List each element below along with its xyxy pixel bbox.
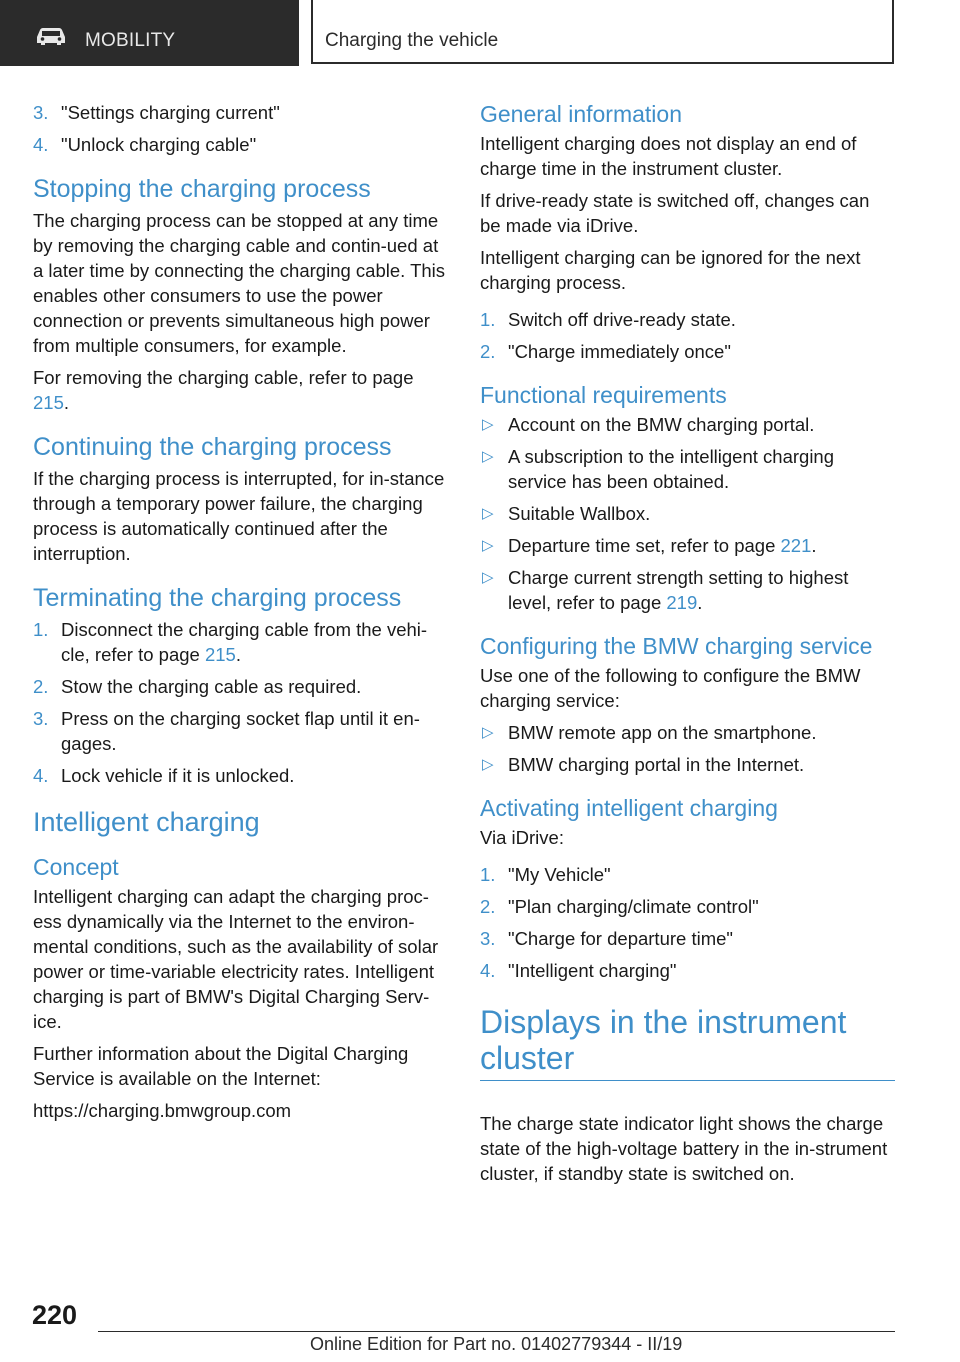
url-text: https://charging.bmwgroup.com <box>33 1100 292 1121</box>
chapter-title-box <box>311 0 894 64</box>
list-item: 2. Stow the charging cable as required. <box>33 676 362 697</box>
list-item: 4. Lock vehicle if it is unlocked. <box>33 765 295 786</box>
edition-note: Online Edition for Part no. 01402779344 - II/19 <box>310 1334 683 1354</box>
bullet-triangle-icon: ▷ <box>482 569 494 586</box>
paragraph: The charge state indicator light shows the charge state of the high-voltage battery in the in‐strument cluster, if standby state is switched on. <box>480 1113 888 1184</box>
bullet-triangle-icon: ▷ <box>482 505 494 522</box>
footer-divider <box>98 1331 895 1332</box>
heading-underline <box>480 1080 895 1081</box>
list-item: 1. Switch off drive-ready state. <box>480 309 736 330</box>
heading-concept: Concept <box>33 854 119 880</box>
item-text: "Settings charging current" <box>61 102 280 123</box>
paragraph: If drive-ready state is switched off, changes can be made via iDrive. <box>480 190 870 236</box>
list-item: 1. Disconnect the charging cable from the vehi‐cle, refer to page 215. <box>33 619 428 665</box>
page-link[interactable]: 215 <box>204 644 236 665</box>
bullet-triangle-icon: ▷ <box>482 537 494 554</box>
bullet-item: ▷ BMW remote app on the smartphone. <box>482 722 817 743</box>
left-column <box>33 100 448 1130</box>
bullet-item: ▷ Account on the BMW charging portal. <box>482 414 815 435</box>
page-link[interactable]: 215 <box>33 392 64 413</box>
bullet-triangle-icon: ▷ <box>482 724 494 741</box>
list-item <box>33 132 448 157</box>
list-item <box>33 100 448 125</box>
right-column <box>480 100 895 1193</box>
bullet-triangle-icon: ▷ <box>482 448 494 465</box>
list-item: 3. "Charge for departure time" <box>480 928 733 949</box>
heading-continuing: Continuing the charging process <box>33 433 392 461</box>
list-item: 1. "My Vehicle" <box>480 864 611 885</box>
page-link[interactable]: 219 <box>666 592 698 613</box>
paragraph: Use one of the following to configure the BMW charging service: <box>480 665 861 711</box>
section-tab <box>0 0 299 66</box>
paragraph: Intelligent charging does not display an end of charge time in the instrument cluster. <box>480 133 857 179</box>
bullet-triangle-icon: ▷ <box>482 756 494 773</box>
paragraph: For removing the charging cable, refer to page 215. <box>33 367 414 413</box>
bullet-item: ▷ Charge current strength setting to highest level, refer to page 219. <box>482 567 849 613</box>
bullet-item: ▷ BMW charging portal in the Internet. <box>482 754 805 775</box>
heading-activating: Activating intelligent charging <box>480 795 778 821</box>
list-item: 2. "Charge immediately once" <box>480 341 731 362</box>
heading-intelligent-charging: Intelligent charging <box>33 807 260 837</box>
page-header <box>0 0 960 66</box>
paragraph: If the charging process is interrupted, for in‐stance through a temporary power failure, the charging process is automatically continued after the interruption. <box>33 468 445 564</box>
list-item: 3. Press on the charging socket flap until it en‐gages. <box>33 708 420 754</box>
bullet-item: ▷ Departure time set, refer to page 221. <box>482 535 817 556</box>
item-number: 3. <box>33 102 49 123</box>
chapter-title: Charging the vehicle <box>325 30 499 51</box>
page-link[interactable]: 221 <box>780 535 812 556</box>
bullet-triangle-icon: ▷ <box>482 416 494 433</box>
item-number: 4. <box>33 134 49 155</box>
heading-stopping: Stopping the charging process <box>33 175 371 203</box>
item-text: "Unlock charging cable" <box>61 134 257 155</box>
heading-displays: Displays in the instrument cluster <box>480 1004 847 1076</box>
car-icon <box>34 26 68 46</box>
paragraph: The charging process can be stopped at any time by removing the charging cable and contin‐ued at a later time by connecting the charging cable. This enables other consumers to use the power connection or prevents simultaneous high power from multiple consumers, for example. <box>33 210 446 356</box>
paragraph: Intelligent charging can be ignored for the next charging process. <box>480 247 861 293</box>
heading-terminating: Terminating the charging process <box>33 584 402 612</box>
heading-configuring: Configuring the BMW charging service <box>480 633 873 659</box>
list-item: 2. "Plan charging/climate control" <box>480 896 759 917</box>
paragraph: Via iDrive: <box>480 827 564 848</box>
paragraph: Intelligent charging can adapt the charging proc‐ess dynamically via the Internet to the environ‐mental conditions, such as the availability of solar power or time-variable electricity rates. Intelligent charging is part of BMW's Digital Charging Serv‐ice. <box>33 886 439 1032</box>
bullet-item: ▷ A subscription to the intelligent charging service has been obtained. <box>482 446 835 492</box>
list-item: 4. "Intelligent charging" <box>480 960 677 981</box>
bullet-item: ▷ Suitable Wallbox. <box>482 503 651 524</box>
heading-functional-requirements: Functional requirements <box>480 382 727 408</box>
page-number: 220 <box>32 1300 78 1330</box>
paragraph: Further information about the Digital Charging Service is available on the Internet: <box>33 1043 409 1089</box>
section-label: MOBILITY <box>85 30 176 51</box>
heading-general-information: General information <box>480 101 682 127</box>
